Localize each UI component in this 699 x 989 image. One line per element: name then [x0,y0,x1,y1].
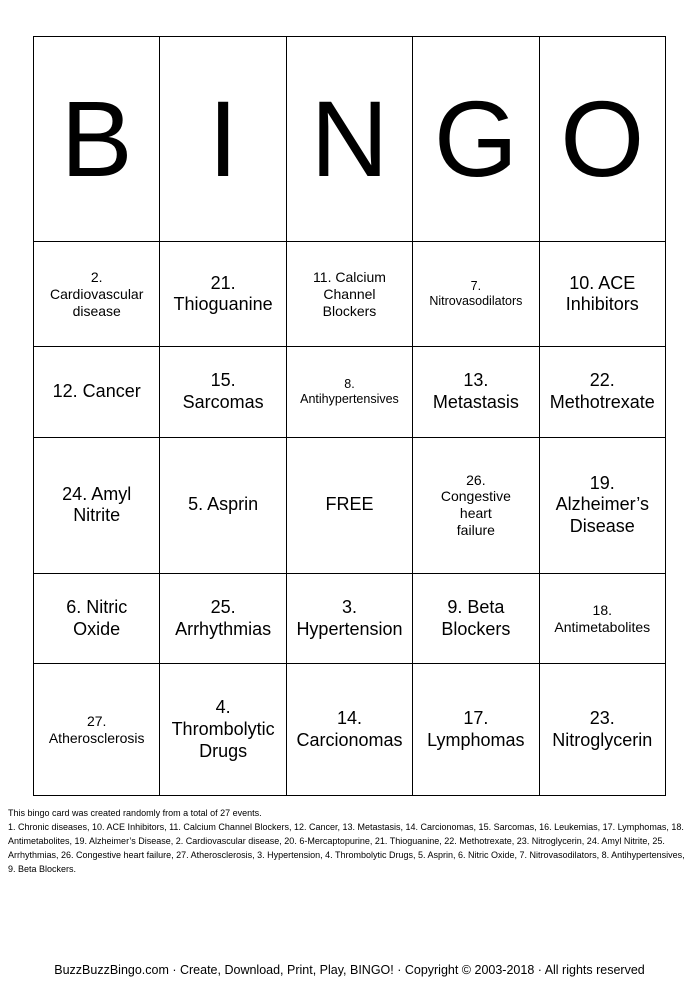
bingo-cell: 24. Amyl Nitrite [34,437,160,573]
bingo-cell: 23. Nitroglycerin [539,664,665,796]
bingo-cell: 27. Atherosclerosis [34,664,160,796]
bingo-cell: 5. Asprin [160,437,286,573]
free-cell: FREE [286,437,412,573]
note-events: 1. Chronic diseases, 10. ACE Inhibitors, 11. Calcium Channel Blockers, 12. Cancer, 13. Metastasis, 14. Carcionomas, 15. Sarcomas, 16. Leukemias, 17. Lymphomas, 18. Antimetabolites, 19. Alzheimer’s Disease, 2. Cardiovascular disease, 20. 6-Mercaptopurine, 21. Thioguanine, 22. Methotrexate, 23. Nitroglycerin, 24. Amyl Nitrite, 25. Arrhythmias, 26. Congestive heart failure, 27. Atherosclerosis, 3. Hypertension, 4. Thrombolytic Drugs, 5. Asprin, 6. Nitric Oxide, 7. Nitrovasodilators, 8. Antihypertensives, 9. Beta Blockers. [8,822,685,874]
bingo-cell: 25. Arrhythmias [160,573,286,664]
bingo-cell: 14. Carcionomas [286,664,412,796]
bingo-cell: 4. Thrombolytic Drugs [160,664,286,796]
bingo-cell: 11. Calcium Channel Blockers [286,242,412,346]
bingo-cell: 15. Sarcomas [160,346,286,437]
bingo-card [33,36,666,796]
card-row [34,437,666,573]
bingo-cell: 9. Beta Blockers [413,573,539,664]
bingo-cell: 8. Antihypertensives [286,346,412,437]
bingo-cell: 26. Congestive heart failure [413,437,539,573]
bingo-cell: 22. Methotrexate [539,346,665,437]
header-letter-o: O [539,37,665,242]
bingo-cell: 19. Alzheimer’s Disease [539,437,665,573]
card-row [34,573,666,664]
header-letter-n: N [286,37,412,242]
header-letter-i: I [160,37,286,242]
bingo-cell: 12. Cancer [34,346,160,437]
bingo-cell: 6. Nitric Oxide [34,573,160,664]
card-row [34,242,666,346]
bingo-cell: 3. Hypertension [286,573,412,664]
bingo-cell: 2. Cardiovascular disease [34,242,160,346]
event-list-note [8,806,692,876]
bingo-cell: 10. ACE Inhibitors [539,242,665,346]
bingo-cell: 18. Antimetabolites [539,573,665,664]
header-letter-b: B [34,37,160,242]
card-row [34,664,666,796]
bingo-cell: 13. Metastasis [413,346,539,437]
header-row [34,37,666,242]
card-row [34,346,666,437]
bingo-cell: 17. Lymphomas [413,664,539,796]
bingo-cell: 21. Thioguanine [160,242,286,346]
bingo-cell: 7. Nitrovasodilators [413,242,539,346]
note-intro: This bingo card was created randomly from a total of 27 events. [8,808,262,818]
header-letter-g: G [413,37,539,242]
footer-copyright: BuzzBuzzBingo.com · Create, Download, Print, Play, BINGO! · Copyright © 2003-2018 · All rights reserved [54,963,645,977]
